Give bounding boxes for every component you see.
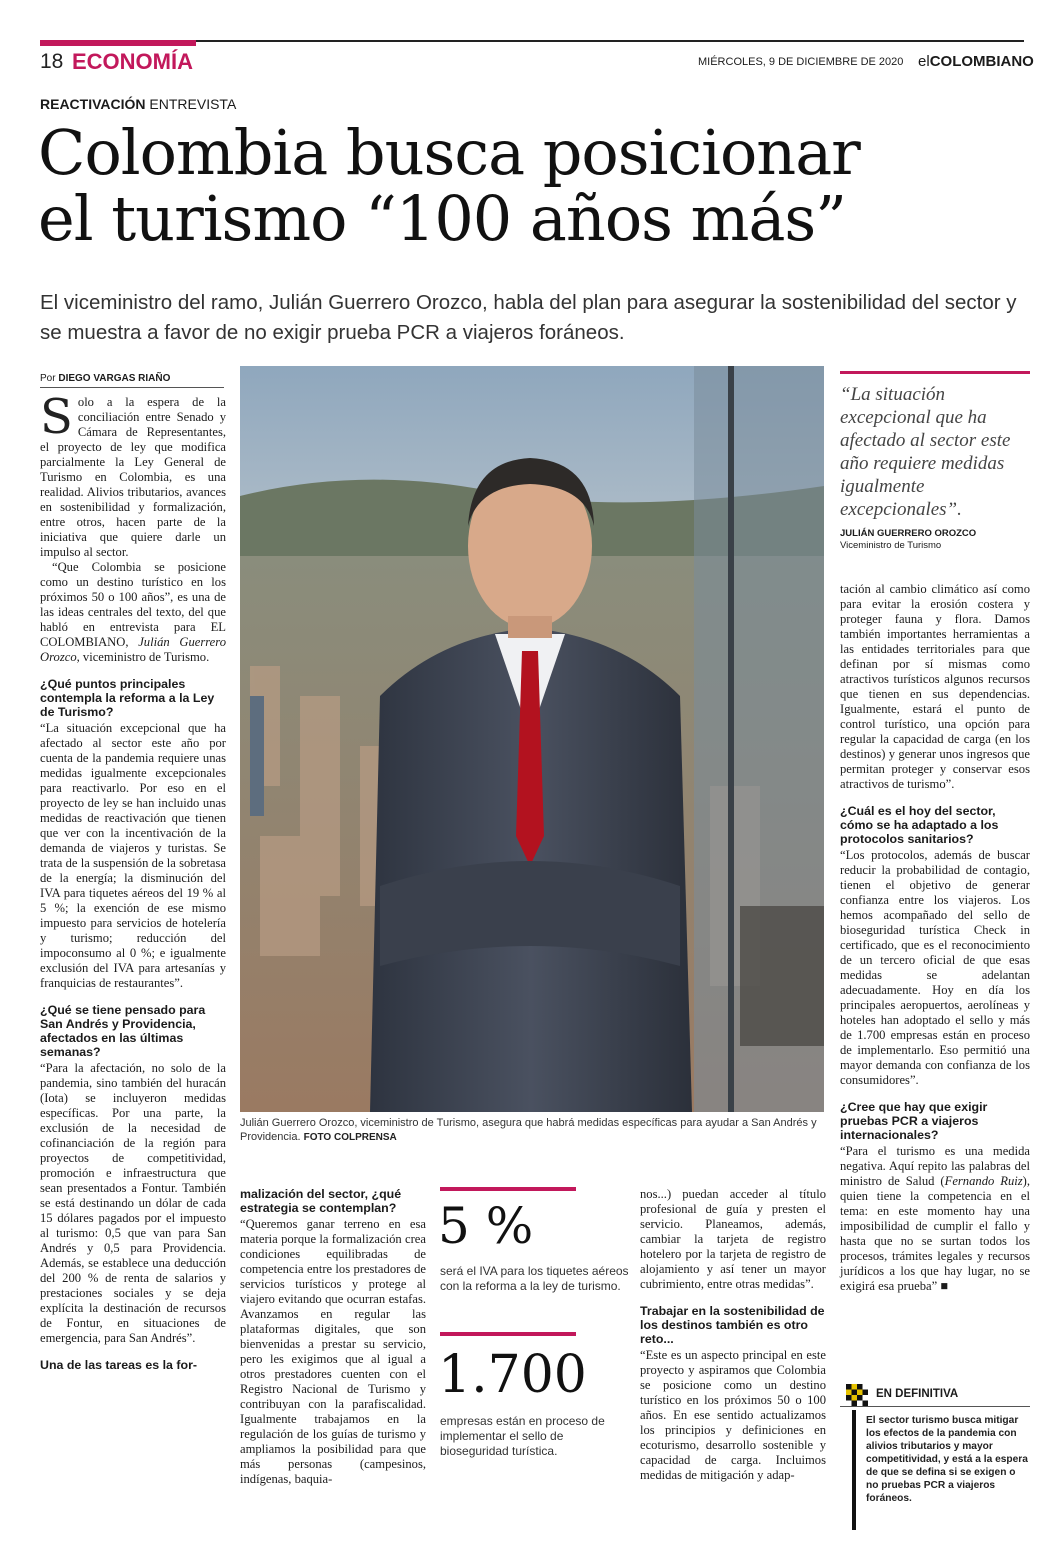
headline-line1: Colombia busca posicionar bbox=[38, 116, 860, 189]
caption-text: Julián Guerrero Orozco, viceministro de Turismo, asegura que habrá medidas específicas para ayudar a San Andrés y Providencia. bbox=[240, 1117, 817, 1143]
minister-name: Fernando Ruiz bbox=[944, 1174, 1023, 1188]
pull-quote: “La situación excepcional que ha afectado al sector este año requiere medidas igualmente excepcionales”. bbox=[840, 384, 1011, 520]
answer-text: “Para el turismo es una medida negativa. Aquí repito las palabras del ministro de Salud ( bbox=[840, 1144, 1030, 1188]
issue-date: MIÉRCOLES, 9 DE DICIEMBRE DE 2020 bbox=[698, 56, 904, 68]
question-heading: ¿Qué puntos principales contempla la reforma a la Ley de Turismo? bbox=[40, 677, 215, 719]
byline-prefix: Por bbox=[40, 373, 56, 384]
definitiva-label: EN DEFINITIVA bbox=[876, 1388, 959, 1400]
interviewee-name: Julián Guerrero Orozco bbox=[40, 635, 226, 664]
section-accent-bar bbox=[40, 40, 196, 46]
answer-paragraph bbox=[840, 1144, 1030, 1294]
logo-prefix: el bbox=[918, 53, 930, 70]
question-heading: ¿Qué se tiene pensado para San Andrés y Providencia, afectados en las últimas semanas? bbox=[40, 1003, 206, 1059]
kicker-topic: REACTIVACIÓN bbox=[40, 96, 146, 112]
question-heading: Trabajar en la sostenibilidad de los destinos también es otro reto... bbox=[640, 1304, 825, 1346]
byline-name: DIEGO VARGAS RIAÑO bbox=[58, 373, 171, 384]
kicker-type: ENTREVISTA bbox=[149, 96, 237, 112]
stat-caption: será el IVA para los tiquetes aéreos con la reforma a la ley de turismo. bbox=[440, 1264, 629, 1293]
quote-author-role: Viceministro de Turismo bbox=[840, 540, 942, 551]
column-2 bbox=[240, 1187, 426, 1487]
logo-name: COLOMBIANO bbox=[929, 53, 1034, 70]
byline bbox=[40, 373, 170, 384]
deck: El viceministro del ramo, Julián Guerrero Orozco, habla del plan para asegurar la sostenibilidad del sector y se muestra a favor de no exigir prueba PCR a viajeros foráneos. bbox=[40, 291, 1017, 344]
checkered-icon bbox=[846, 1384, 868, 1406]
stat-caption: empresas están en proceso de implementar el sello de bioseguridad turística. bbox=[440, 1414, 605, 1458]
paragraph bbox=[40, 560, 226, 665]
column-1 bbox=[40, 389, 226, 1374]
answer-end: ), quien tiene la competencia en el tema: en este momento hay una imposibilidad de cumplir el fallo y hasta que no se surtan todos los procesos, trámites legales y recursos jurídicos a los que hay lugar, no se exigirá esa prueba” ■ bbox=[840, 1174, 1030, 1293]
p2-end: , viceministro de Turismo. bbox=[76, 650, 210, 664]
photo-caption bbox=[240, 1116, 824, 1145]
lead-paragraph bbox=[40, 389, 226, 560]
byline-rule bbox=[40, 387, 224, 388]
answer-paragraph: “La situación excepcional que ha afectado al sector este año por cuenta de la pandemia requiere unas medidas igualmente excepcionales para reactivarlo. Por eso en el proyecto de ley se han incluido unas medidas de reactivación que tienen que ver con la incentivación de la demanda de viajeros y turistas. Se trata de la suspensión de la sobretasa de la energía; la disminución del IVA para tiquetes aéreos del 19 % al 5 %; la exención de ese mismo impuesto para servicios de hotelería y turismo; reducción del impoconsumo al 0 %; e igualmente exclusión del IVA para artesanías y franquicias de restaurantes”. bbox=[40, 721, 226, 990]
stat-accent-bar bbox=[440, 1187, 576, 1191]
definitiva-header bbox=[840, 1384, 1030, 1406]
section-name bbox=[72, 49, 193, 75]
column-4 bbox=[640, 1187, 826, 1483]
headline bbox=[38, 116, 1028, 255]
answer-paragraph: “Los protocolos, además de buscar reducir la probabilidad de contagio, tienen el objetivo de generar confianza entre los viajeros. Los hemos acompañado del sello de bioseguridad turística Check in certificado, que es el reconocimiento de un tercero oficial de que esas medidas se adelantan adecuadamente. Hoy en día los principales aeropuertos, aerolíneas y hoteles han adoptado el sello y más de 1.700 empresas están en proceso de implementarlo. Eso permitió una mayor demanda con confianza de los consumidores”. bbox=[840, 848, 1030, 1087]
newspaper-logo bbox=[918, 53, 1034, 70]
photo-illustration bbox=[240, 366, 824, 1112]
section-label: ECONOMÍA bbox=[72, 49, 193, 74]
definitiva-summary: El sector turismo busca mitigar los efectos de la pandemia con alivios tributarios y mayor competitividad, y está a la espera de que se defina si se exigen o no pruebas PCR a viajeros foráneos. bbox=[852, 1410, 1030, 1530]
definitiva-rule bbox=[840, 1406, 1030, 1407]
answer-paragraph: “Este es un aspecto principal en este proyecto y aspiramos que Colombia se posicione como un destino turístico en los próximos 50 o 100 años. En ese sentido actualizamos los principios y definiciones en ecoturismo, desarrollo sostenible y capacidad de carga. Incluimos medidas de mitigación y adap- bbox=[640, 1348, 826, 1482]
question-heading: ¿Cuál es el hoy del sector, cómo se ha adaptado a los protocolos sanitarios? bbox=[840, 804, 999, 846]
question-heading: ¿Cree que hay que exigir pruebas PCR a viajeros internacionales? bbox=[840, 1100, 988, 1142]
answer-continuation: tación al cambio climático así como para evitar la erosión costera y proteger fauna y flora. Damos también importantes herramientas a las entidades territoriales para que definan por sí mismas como atractivos turísticos algunos recursos que tienen en sus dependencias. Igualmente, estará el punto de control turístico, una opción para regular la capacidad de carga (en los destinos) y generar unos ingresos que permitan proteger y conservar esos atractivos de turismo”. bbox=[840, 582, 1030, 791]
question-heading: Una de las tareas es la for- bbox=[40, 1358, 198, 1372]
stat-accent-bar bbox=[440, 1332, 576, 1336]
answer-paragraph: “Para la afectación, no solo de la pandemia, sino también del huracán (Iota) se incluyeron medidas específicas. Por una parte, la exclusión de la necesidad de cofinanciación de la región para proyectos de competitividad, promoción e infraestructura que sean presentados a Fontur. También se está destinando un dólar de cada 15 dólares pagados por el impuesto al turismo: 0,5 que van para San Andrés y 0,5 para Providencia. Además, se establece una deducción del 200 % de renta de salarios y prestaciones sociales y se deja explícita la destinación de recursos de Fontur, en situaciones de emergencia, para San Andrés”. bbox=[40, 1061, 226, 1345]
quote-author: JULIÁN GUERRERO OROZCO bbox=[840, 528, 977, 539]
quote-accent-bar bbox=[840, 371, 1030, 374]
dropcap: S bbox=[40, 389, 73, 445]
p2-text: “Que Colombia se posicione como un destino turístico en los próximos 50 o 100 años”, es una de las ideas centrales del texto, del que habló en entrevista para EL COLOMBIANO, bbox=[40, 560, 226, 649]
answer-paragraph: “Queremos ganar terreno en esa materia porque la formalización crea condiciones equilibradas de competencia entre los prestadores de servicios turísticos y protege al viajero evitando que ocurran estafas. Avanzamos en regular las plataformas digitales, que son bienvenidas a prestar su servicio, pero les exigimos que al igual a otros prestadores cuenten con el Registro Nacional de Turismo y contribuyan con la parafiscalidad. Igualmente trabajamos en la regulación de los guías de turismo y ampliamos la posibilidad para que más personas (campesinos, indígenas, baquia- bbox=[240, 1217, 426, 1486]
photo-credit: FOTO COLPRENSA bbox=[303, 1132, 397, 1143]
page-number: 18 bbox=[40, 50, 64, 73]
stat-value: 5 % bbox=[438, 1197, 534, 1255]
portrait-photo bbox=[240, 366, 824, 1112]
answer-continuation: nos...) puedan acceder al título profesional de guía y presten el servicio. Planeamos, además, cambiar la tarjeta de registro hotelero por la tarjeta de registro de alojamiento y así tener un mayor cubrimiento, entre otras medidas”. bbox=[640, 1187, 826, 1291]
lead-text: olo a la espera de la conciliación entre Senado y Cámara de Representantes, el proyecto de ley que modifica parcialmente la Ley General de Turismo en Colombia, es una realidad. Alivios tributarios, avances en sostenibilidad y formalización, entre otros, hacen parte de la iniciativa que quiere darle un impulso al sector. bbox=[40, 395, 226, 559]
question-heading: malización del sector, ¿qué estrategia se contemplan? bbox=[240, 1187, 402, 1215]
kicker bbox=[40, 96, 236, 112]
column-5 bbox=[840, 582, 1030, 1294]
stat-value: 1.700 bbox=[438, 1345, 587, 1405]
headline-line2: el turismo “100 años más” bbox=[38, 182, 846, 255]
